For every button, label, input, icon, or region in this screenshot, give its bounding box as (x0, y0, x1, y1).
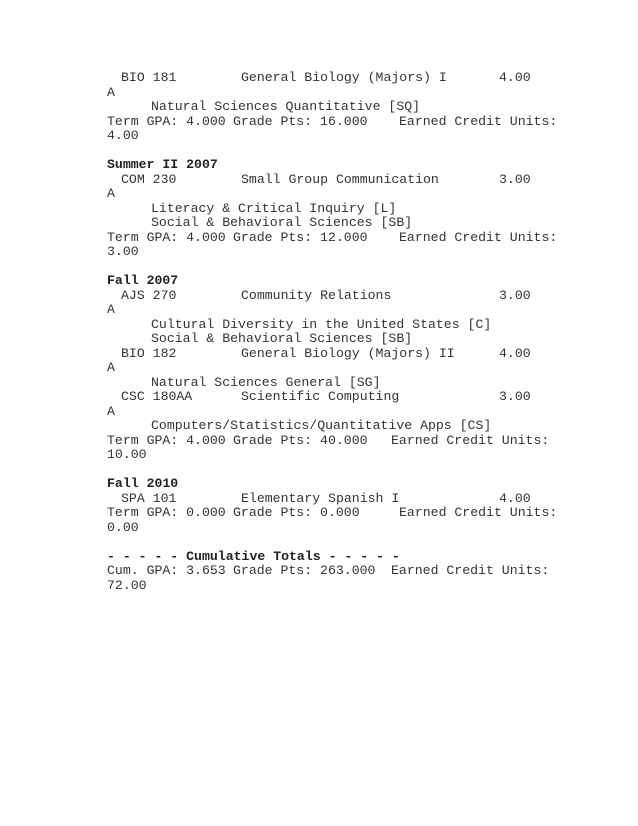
cumulative-earned-units-value: 72.00 (107, 577, 147, 593)
term-gpa: Term GPA: 4.000 (107, 229, 226, 245)
term-summary (107, 434, 577, 449)
term-grade-points: Grade Pts: 40.000 (233, 432, 368, 448)
course-title: General Biology (Majors) II (241, 345, 455, 361)
cumulative-summary (107, 564, 577, 579)
term-summary (107, 115, 577, 130)
course-title: General Biology (Majors) I (241, 70, 447, 85)
term-earned-units-value: 4.00 (107, 128, 139, 143)
course-title: Community Relations (241, 287, 392, 303)
course-units: 3.00 (499, 171, 531, 187)
term-grade-points: Grade Pts: 0.000 (233, 505, 360, 520)
course-attribute: Literacy & Critical Inquiry [L] (151, 200, 397, 216)
course-code: AJS 270 (121, 287, 177, 303)
course-attribute: Social & Behavioral Sciences [SB] (151, 331, 413, 346)
term-heading: Fall 2010 (107, 476, 179, 491)
term-heading: Fall 2007 (107, 273, 179, 288)
course-title: Scientific Computing (241, 389, 400, 404)
term-gpa: Term GPA: 4.000 (107, 113, 226, 129)
course-code: CSC 180AA (121, 389, 193, 404)
term-summary (107, 231, 577, 246)
cumulative-earned-units-label: Earned Credit Units: (391, 563, 550, 578)
course-grade: A (107, 360, 115, 375)
course-grade: A (107, 186, 115, 201)
term-earned-units-value: 3.00 (107, 244, 139, 259)
term-earned-units-value: 10.00 (107, 447, 147, 462)
course-units: 3.00 (499, 287, 531, 303)
term-heading: Summer II 2007 (107, 157, 218, 172)
term-gpa: Term GPA: 0.000 (107, 505, 226, 520)
cumulative-heading: - - - - - Cumulative Totals - - - - - (107, 548, 400, 564)
course-row (107, 347, 577, 362)
course-grade: A (107, 84, 115, 100)
course-attribute: Computers/Statistics/Quantitative Apps [CS] (151, 418, 492, 433)
course-attribute: Social & Behavioral Sciences [SB] (151, 215, 413, 230)
term-summary (107, 506, 577, 521)
course-code: COM 230 (121, 171, 177, 187)
cumulative-gpa: Cum. GPA: 3.653 (107, 563, 226, 578)
term-gpa: Term GPA: 4.000 (107, 432, 226, 448)
term-earned-units-label: Earned Credit Units: (399, 505, 558, 520)
course-units: 4.00 (499, 345, 531, 361)
term-earned-units-label: Earned Credit Units: (399, 113, 558, 129)
course-row (107, 390, 577, 405)
course-attribute: Natural Sciences General [SG] (151, 374, 381, 390)
term-earned-units-label: Earned Credit Units: (391, 432, 550, 448)
course-grade: A (107, 302, 115, 317)
term-grade-points: Grade Pts: 12.000 (233, 229, 368, 245)
transcript-page (107, 71, 577, 593)
course-grade: A (107, 403, 115, 419)
course-code: BIO 182 (121, 345, 177, 361)
term-earned-units-value: 0.00 (107, 519, 139, 535)
course-units: 3.00 (499, 389, 531, 404)
cumulative-grade-points: Grade Pts: 263.000 (233, 563, 376, 578)
course-units: 4.00 (499, 490, 531, 506)
term-grade-points: Grade Pts: 16.000 (233, 113, 368, 129)
term-earned-units-label: Earned Credit Units: (399, 229, 558, 245)
course-code: SPA 101 (121, 490, 177, 506)
course-row (107, 289, 577, 304)
course-row (107, 492, 577, 507)
course-row (107, 71, 577, 86)
course-attribute: Cultural Diversity in the United States [C] (151, 316, 492, 332)
course-units: 4.00 (499, 70, 531, 85)
course-code: BIO 181 (121, 70, 177, 85)
course-title: Elementary Spanish I (241, 490, 400, 506)
course-attribute: Natural Sciences Quantitative [SQ] (151, 99, 421, 114)
course-title: Small Group Communication (241, 171, 439, 187)
course-row (107, 173, 577, 188)
